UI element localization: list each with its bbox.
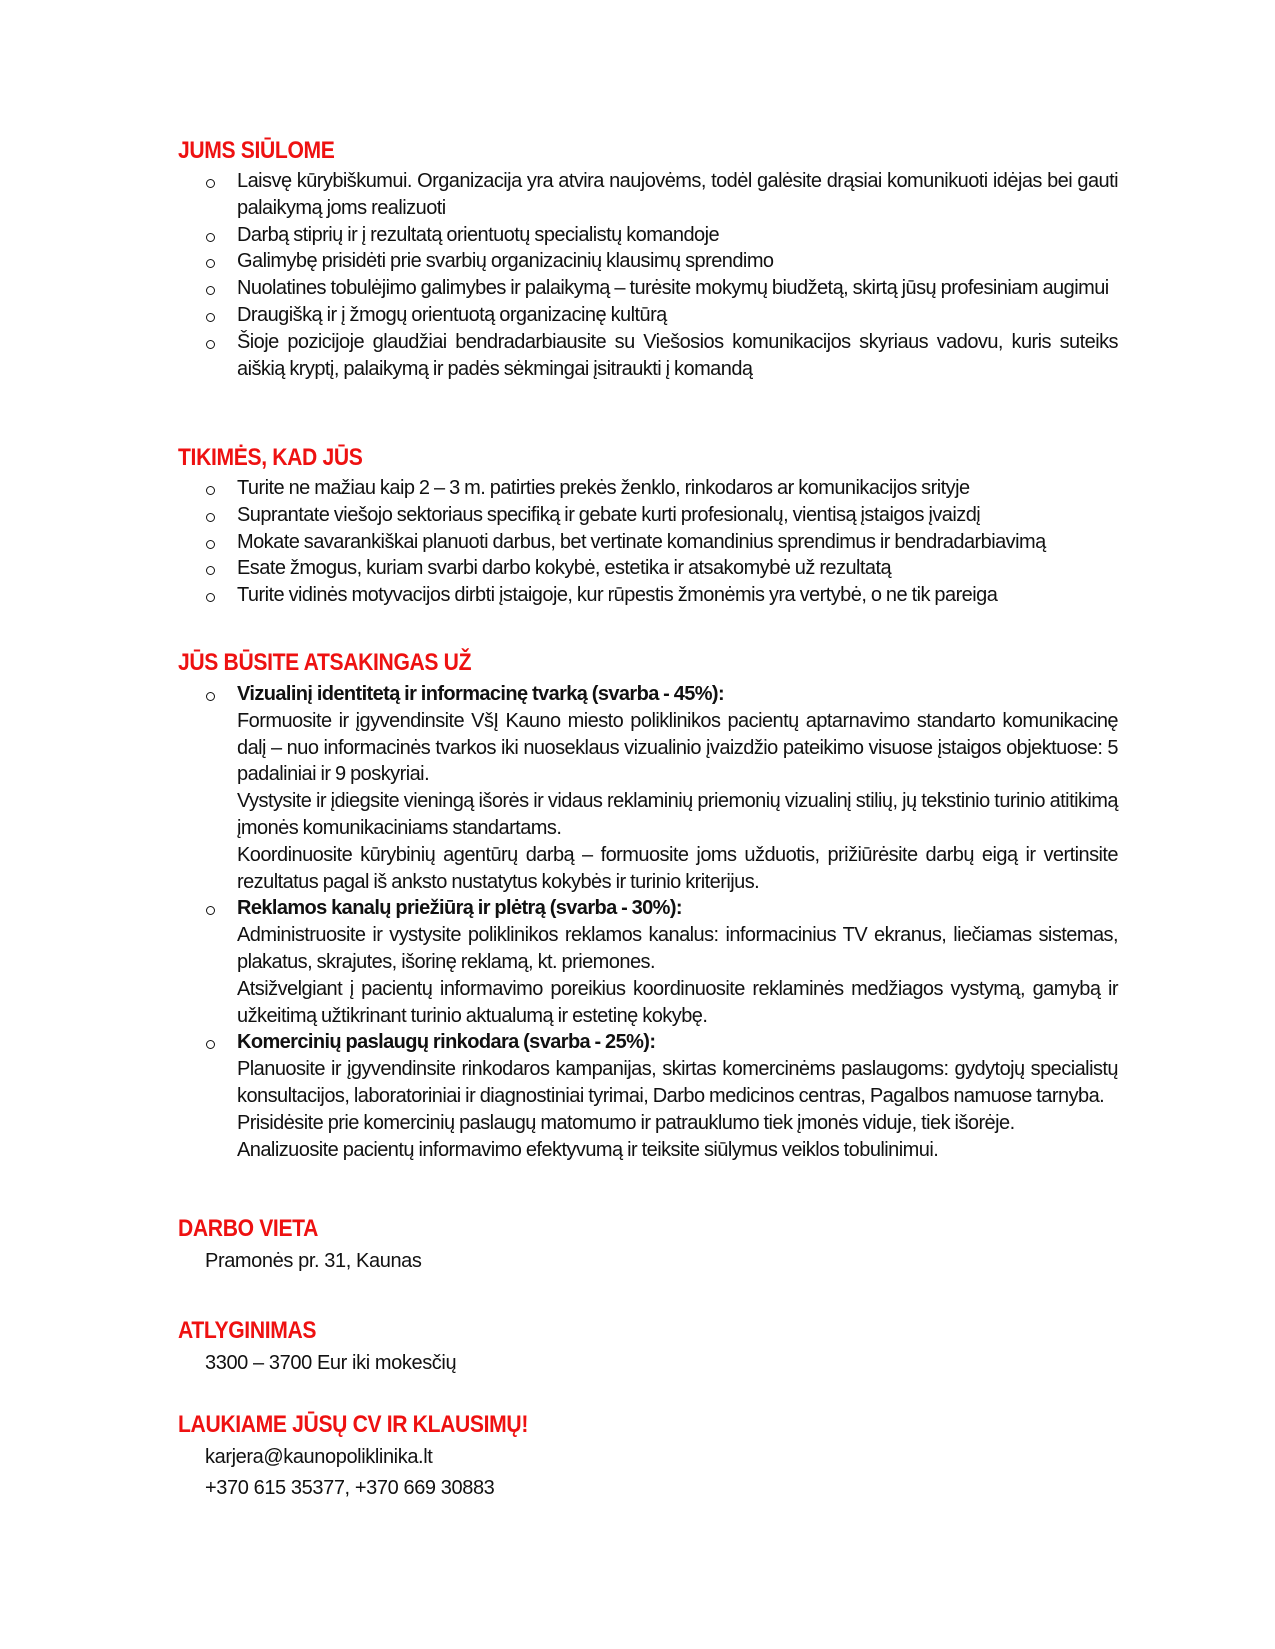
contact-heading: LAUKIAME JŪSŲ CV IR KLAUSIMŲ!: [178, 1411, 529, 1438]
list-item: Darbą stiprių ir į rezultatą orientuotų specialistų komandoje: [200, 222, 1118, 249]
list-item: Turite ne mažiau kaip 2 – 3 m. patirties prekės ženklo, rinkodaros ar komunikacijos srityje: [200, 475, 1118, 502]
responsibility-paragraph: Koordinuosite kūrybinių agentūrų darbą – formuosite joms užduotis, prižiūrėsite darbų eigą ir vertinsite rezultatus pagal iš anksto nustatytus kokybės ir turinio kriterijus.: [237, 843, 1118, 893]
responsibilities-heading: JŪS BŪSITE ATSAKINGAS UŽ: [178, 649, 472, 676]
hollow-bullet-icon: [206, 340, 215, 349]
hollow-bullet-icon: [206, 179, 215, 188]
list-item: Draugišką ir į žmogų orientuotą organizacinę kultūrą: [200, 302, 1118, 329]
hollow-bullet-icon: [206, 1040, 215, 1049]
expect-heading: TIKIMĖS, KAD JŪS: [178, 444, 363, 471]
hollow-bullet-icon: [206, 286, 215, 295]
offer-list: [200, 168, 1118, 382]
list-item: [200, 895, 1118, 1029]
list-item: Galimybę prisidėti prie svarbių organizacinių klausimų sprendimo: [200, 248, 1118, 275]
hollow-bullet-icon: [206, 313, 215, 322]
responsibility-paragraph: Vystysite ir įdiegsite vieningą išorės ir vidaus reklaminių priemonių vizualinį stilių, jų tekstinio turinio atitikimą įmonės komunikaciniams standartams.: [237, 790, 1118, 839]
responsibility-paragraph: Atsižvelgiant į pacientų informavimo poreikius koordinuosite reklaminės medžiagos vystymą, gamybą ir užkeitimą užtikrinant turinio aktualumą ir estetinę kokybę.: [237, 977, 1118, 1027]
hollow-bullet-icon: [206, 906, 215, 915]
list-item: Esate žmogus, kuriam svarbi darbo kokybė, estetika ir atsakomybė už rezultatą: [200, 555, 1118, 582]
responsibility-paragraph: Prisidėsite prie komercinių paslaugų matomumo ir patrauklumo tiek įmonės viduje, tiek išorėje.: [237, 1111, 1015, 1134]
hollow-bullet-icon: [206, 233, 215, 242]
list-item: Šioje pozicijoje glaudžiai bendradarbiausite su Viešosios komunikacijos skyriaus vadovu, kuris suteiks aiškią kryptį, palaikymą ir padės sėkmingai įsitraukti į komandą: [200, 329, 1118, 383]
responsibilities-list: [200, 681, 1118, 1163]
hollow-bullet-icon: [206, 692, 215, 701]
salary-heading: ATLYGINIMAS: [178, 1317, 317, 1344]
list-item: Turite vidinės motyvacijos dirbti įstaigoje, kur rūpestis žmonėmis yra vertybė, o ne tik pareiga: [200, 582, 1118, 609]
hollow-bullet-icon: [206, 513, 215, 522]
hollow-bullet-icon: [206, 259, 215, 268]
responsibility-paragraph: Formuosite ir įgyvendinsite VšĮ Kauno miesto poliklinikos pacientų aptarnavimo standarto komunikacinę dalį – nuo informacinės tvarkos iki nuoseklaus vizualinio įvaizdžio pateikimo visuose įstaigos objektuose: 5 padaliniai ir 9 poskyriai.: [237, 709, 1118, 786]
salary-text: 3300 – 3700 Eur iki mokesčių: [205, 1352, 457, 1374]
list-item: [200, 681, 1118, 895]
workplace-address: Pramonės pr. 31, Kaunas: [205, 1250, 422, 1272]
hollow-bullet-icon: [206, 593, 215, 602]
offer-heading: JUMS SIŪLOME: [178, 137, 335, 164]
contact-phones: +370 615 35377, +370 669 30883: [205, 1477, 495, 1499]
responsibility-title: Reklamos kanalų priežiūrą ir plėtrą (svarba - 30%):: [237, 897, 682, 920]
responsibility-title: Vizualinį identitetą ir informacinę tvarką (svarba - 45%):: [237, 683, 725, 705]
workplace-heading: DARBO VIETA: [178, 1215, 319, 1242]
hollow-bullet-icon: [206, 486, 215, 495]
list-item: Nuolatines tobulėjimo galimybes ir palaikymą – turėsite mokymų biudžetą, skirtą jūsų profesiniam augimui: [200, 275, 1118, 302]
responsibility-title: Komercinių paslaugų rinkodara (svarba - 25%):: [237, 1031, 656, 1054]
list-item: [200, 1029, 1118, 1163]
expect-list: [200, 475, 1118, 609]
hollow-bullet-icon: [206, 540, 215, 549]
responsibility-paragraph: Analizuosite pacientų informavimo efektyvumą ir teiksite siūlymus veiklos tobulinimui.: [237, 1138, 939, 1161]
responsibility-paragraph: Administruosite ir vystysite poliklinikos reklamos kanalus: informacinius TV ekranus, liečiamas sistemas, plakatus, skrajutes, išorinę reklamą, kt. priemones.: [237, 924, 1118, 973]
hollow-bullet-icon: [206, 566, 215, 575]
contact-email[interactable]: karjera@kaunopoliklinika.lt: [205, 1446, 433, 1468]
responsibility-paragraph: Planuosite ir įgyvendinsite rinkodaros kampanijas, skirtas komercinėms paslaugoms: gydytojų specialistų konsultacijos, laboratoriniai ir diagnostiniai tyrimai, Darbo medicinos centras, Pagalbos namuose tarnyba.: [237, 1058, 1118, 1107]
list-item: Mokate savarankiškai planuoti darbus, bet vertinate komandinius sprendimus ir bendradarbiavimą: [200, 529, 1118, 556]
list-item: Laisvę kūrybiškumui. Organizacija yra atvira naujovėms, todėl galėsite drąsiai komunikuoti idėjas bei gauti palaikymą joms realizuoti: [200, 168, 1118, 222]
list-item: Suprantate viešojo sektoriaus specifiką ir gebate kurti profesionalų, vientisą įstaigos įvaizdį: [200, 502, 1118, 529]
